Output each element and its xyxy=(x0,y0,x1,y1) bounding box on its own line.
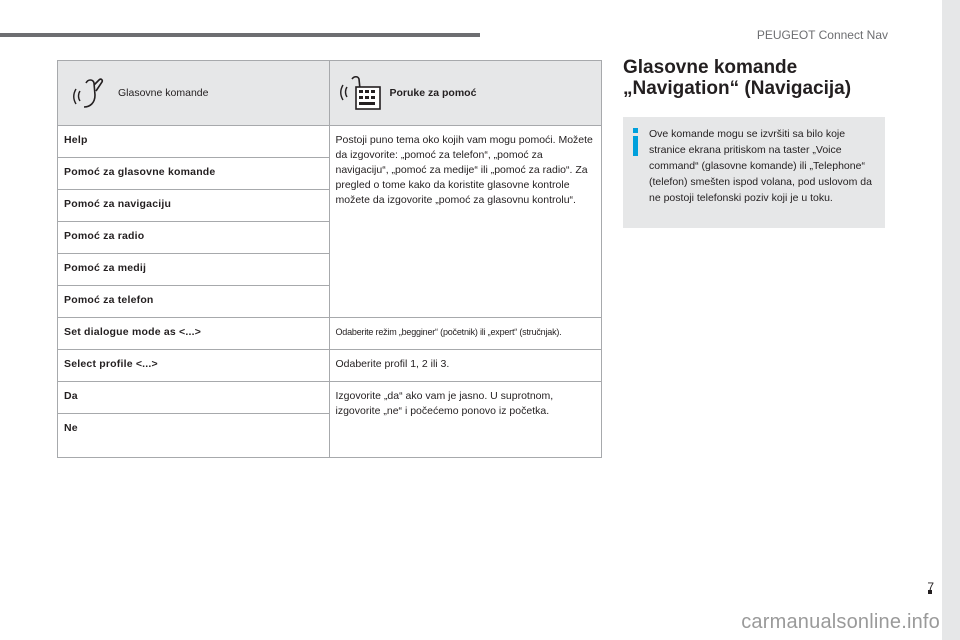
command-cell: Pomoć za glasovne komande xyxy=(58,158,330,190)
navigation-section xyxy=(623,57,885,228)
info-note-text: Ove komande mogu se izvršiti sa bilo koje stranice ekrana pritiskom na taster „Voice command“ (glasovne komande) ili „Telephone“ (telefon) smešten ispod volana, pod uslovom da ne postoji telefonski poziv koji je u toku. xyxy=(649,128,872,204)
header-brand: PEUGEOT Connect Nav xyxy=(756,28,888,42)
info-icon xyxy=(631,128,641,156)
header-cell-commands xyxy=(58,61,330,126)
page-edge-strip xyxy=(942,0,960,640)
profile-description: Odaberite profil 1, 2 ili 3. xyxy=(329,350,602,382)
header-rule xyxy=(0,33,480,37)
table-row xyxy=(58,126,602,158)
header-label-commands: Glasovne komande xyxy=(118,86,209,99)
page-number: 7 xyxy=(927,580,934,594)
voice-commands-table xyxy=(57,60,602,458)
help-description: Postoji puno tema oko kojih vam mogu pomoći. Možete da izgovorite: „pomoć za telefon“, „pomoć za navigaciju“, „pomoć za medije“ ili „pomoć za radio“. Za pregled o tome kako da koristite glasovne kontrole možete da izgovorite „pomoć za glasovnu kontrolu“. xyxy=(329,126,602,318)
command-cell: Pomoć za navigaciju xyxy=(58,190,330,222)
header-label-help: Poruke za pomoć xyxy=(389,86,477,99)
table-row xyxy=(58,318,602,350)
command-cell: Help xyxy=(58,126,330,158)
watermark: carmanualsonline.info xyxy=(741,611,940,633)
command-cell: Set dialogue mode as <...> xyxy=(58,318,330,350)
section-title-line1: Glasovne komande xyxy=(623,57,798,78)
command-cell: Select profile <...> xyxy=(58,350,330,382)
dialogue-mode-description: Odaberite režim „begginer“ (početnik) ili „expert“ (stručnjak). xyxy=(329,318,602,350)
section-title-line2: „Navigation“ (Navigacija) xyxy=(623,78,852,99)
table-row xyxy=(58,350,602,382)
info-note xyxy=(623,117,885,228)
voice-keyboard-icon xyxy=(338,73,386,113)
section-title xyxy=(623,57,885,99)
table-header-row xyxy=(58,61,602,126)
command-cell: Pomoć za radio xyxy=(58,222,330,254)
command-cell: Pomoć za medij xyxy=(58,254,330,286)
command-cell: Da xyxy=(58,382,330,414)
command-cell: Ne xyxy=(58,414,330,458)
voice-hand-icon xyxy=(66,73,114,113)
yes-no-description: Izgovorite „da“ ako vam je jasno. U suprotnom, izgovorite „ne“ i počećemo ponovo iz početka. xyxy=(329,382,602,458)
header-cell-help xyxy=(329,61,602,126)
command-cell: Pomoć za telefon xyxy=(58,286,330,318)
table-row xyxy=(58,382,602,414)
